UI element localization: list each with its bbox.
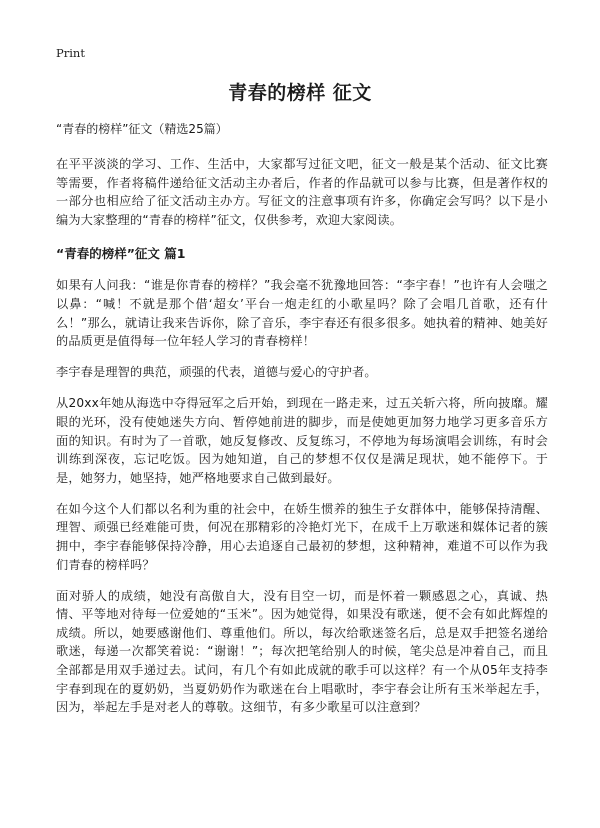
paragraph: 如果有人问我：“谁是你青春的榜样？”我会毫不犹豫地回答：“李宇春！”也许有人会嗤之以鼻：“喊！不就是那个借‘超女’平台一炮走红的小歌星吗？除了会唱几首歌，还有什么！”那么，就请让我来告诉你，除了音乐，李宇春还有很多很多。她执着的精神、她美好的品质更是值得每一位年轻人学习的青春榜样！ [56,278,548,349]
paragraph: 面对骄人的成绩，她没有高傲自大，没有目空一切，而是怀着一颗感恩之心，真诚、热情、平等地对待每一位爱她的“玉米”。因为她觉得，如果没有歌迷，便不会有如此辉煌的成绩。所以，她要感谢他们、尊重他们。所以，每次给歌迷签名后，总是双手把签名递给歌迷，每递一次都笑着说：“谢谢！”；每次把笔给别人的时候，笔尖总是冲着自己，而且全部都是用双手递过去。试问，有几个有如此成就的歌手可以这样？有一个从05年支持李宇春到现在的夏奶奶，当夏奶奶作为歌迷在台上唱歌时，李宇春会让所有玉米举起左手，因为，举起左手是对老人的尊敬。这细节，有多少歌星可以注意到？ [56,588,548,715]
paragraph: 在如今这个人们都以名利为重的社会中，在娇生惯养的独生子女群体中，能够保持清醒、理智、顽强已经难能可贵，何况在那精彩的冷艳灯光下，在成千上万歌迷和媒体记者的簇拥中，李宇春能够保持冷静，用心去追逐自己最初的梦想，这种精神，难道不可以作为我们青春的榜样吗？ [56,501,548,572]
section-heading: “青春的榜样”征文 篇1 [56,246,186,262]
paragraph: 从20xx年她从海选中夺得冠军之后开始，到现在一路走来，过五关斩六将，所向披靡。耀眼的光环，没有使她迷失方向、暂停她前进的脚步，而是使她更加努力地学习更多音乐方面的知识。有时为了一首歌，她反复修改、反复练习，不停地为每场演唱会训练，有时会训练到深夜，忘记吃饭。因为她知道，自己的梦想不仅仅是满足现状，她不能停下。于是，她努力，她坚持，她严格地要求自己做到最好。 [56,396,548,485]
print-link[interactable]: Print [56,46,85,60]
article-subtitle: “青春的榜样”征文（精选25篇） [56,122,228,136]
intro-paragraph: 在平平淡淡的学习、工作、生活中，大家都写过征文吧，征文一般是某个活动、征文比赛等需要，作者将稿件递给征文活动主办者后，作者的作品就可以参与比赛，但是著作权的一部分也相应给了征文活动主办方。写征文的注意事项有许多，你确定会写吗？以下是小编为大家整理的“青春的榜样”征文，仅供参考，欢迎大家阅读。 [56,157,548,227]
page-title: 青春的榜样 征文 [228,82,372,104]
paragraph: 李宇春是理智的典范，顽强的代表，道德与爱心的守护者。 [56,365,377,380]
article-body [56,121,548,729]
